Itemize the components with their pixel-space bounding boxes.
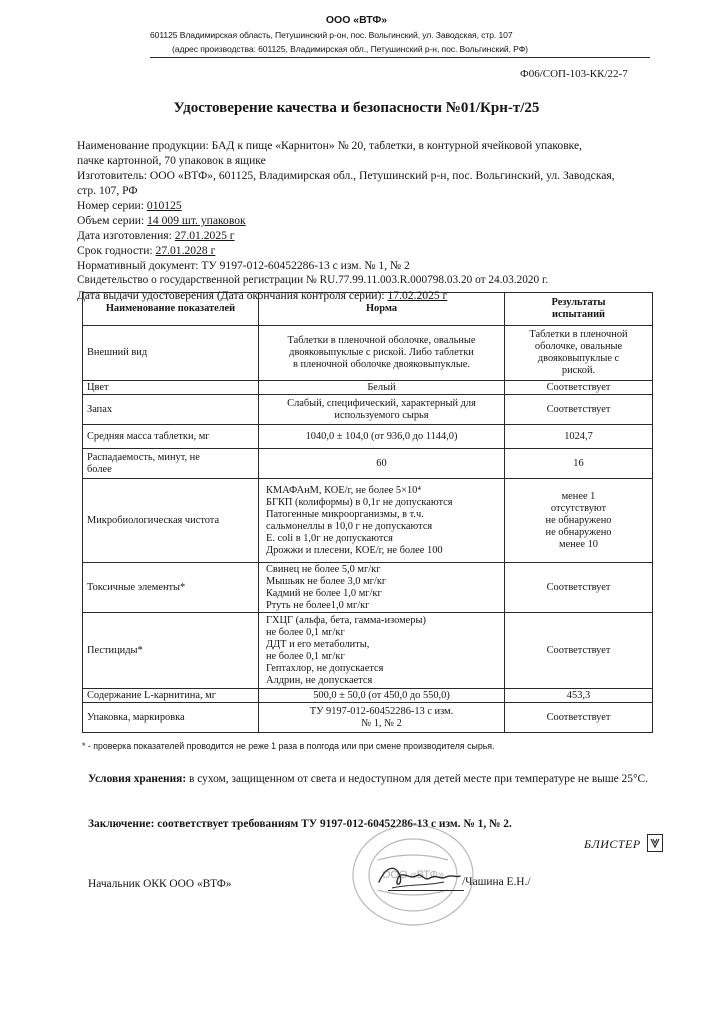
indicator-name: Упаковка, маркировка <box>83 703 259 733</box>
footnote: * - проверка показателей проводится не реже 1 раза в полгода или при смене производителя сырья. <box>82 741 495 751</box>
header-production-address: (адрес производства: 601125, Владимирская обл., Петушинский р-н, пос. Вольгинский, РФ) <box>172 44 528 54</box>
mfg-date-label: Дата изготовления: <box>77 229 175 242</box>
indicator-name: Цвет <box>83 381 259 395</box>
table-row <box>83 395 653 425</box>
volume-label: Объем серии: <box>77 214 148 227</box>
batch-value: 010125 <box>146 199 182 212</box>
indicator-name: Пестициды* <box>83 613 259 689</box>
indicator-name: Содержание L-карнитина, мг <box>83 689 259 703</box>
indicator-name: Запах <box>83 395 259 425</box>
indicator-norm: 500,0 ± 50,0 (от 450,0 до 550,0) <box>259 689 505 703</box>
table-row <box>83 689 653 703</box>
table-row <box>83 613 653 689</box>
indicator-result: 16 <box>505 449 653 479</box>
table-header-row <box>83 293 653 326</box>
table-row <box>83 449 653 479</box>
indicator-name: Распадаемость, минут, не более <box>83 449 259 479</box>
batch-number <box>77 198 182 213</box>
indicator-norm: Свинец не более 5,0 мг/кг Мышьяк не более 3,0 мг/кг Кадмий не более 1,0 мг/кг Ртуть не более1,0 мг/кг <box>259 563 505 613</box>
header-org-name: ООО «ВТФ» <box>325 14 388 26</box>
table-row <box>83 479 653 563</box>
indicator-name: Средняя масса таблетки, мг <box>83 425 259 449</box>
indicator-result: Соответствует <box>505 703 653 733</box>
signatory-position: Начальник ОКК ООО «ВТФ» <box>88 878 232 890</box>
manufacturer-line2: стр. 107, РФ <box>77 184 138 197</box>
indicator-norm: ТУ 9197-012-60452286-13 с изм. № 1, № 2 <box>259 703 505 733</box>
column-header-results: Результаты испытаний <box>505 293 653 326</box>
document-code: Ф06/СОП-103-КК/22-7 <box>520 68 628 80</box>
header-address: 601125 Владимирская область, Петушинский р-он, пос. Вольгинский, ул. Заводская, стр. 107 <box>150 30 513 40</box>
indicator-norm: 1040,0 ± 104,0 (от 936,0 до 1144,0) <box>259 425 505 449</box>
batch-label: Номер серии: <box>77 199 147 212</box>
indicator-result: 453,3 <box>505 689 653 703</box>
column-header-norm: Норма <box>259 293 505 326</box>
volume-value: 14 009 шт. упаковок <box>147 214 246 227</box>
indicator-result: менее 1 отсутствуют не обнаружено не обнаружено менее 10 <box>505 479 653 563</box>
storage-text: в сухом, защищенном от света и недоступном для детей месте при температуре не выше 25°С. <box>186 773 648 785</box>
quality-table <box>82 292 653 733</box>
table-row <box>83 381 653 395</box>
registration-certificate: Свидетельство о государственной регистрации № RU.77.99.11.003.R.000798.03.20 от 24.03.2020 г. <box>77 274 549 286</box>
table-row <box>83 703 653 733</box>
stamp-text: ООО «ВТФ» <box>381 869 445 881</box>
expiry-label: Срок годности: <box>77 244 156 257</box>
indicator-result: Таблетки в пленочной оболочке, овальные двояковыпуклые с риской. <box>505 326 653 381</box>
indicator-norm: Слабый, специфический, характерный для используемого сырья <box>259 395 505 425</box>
header-divider <box>150 57 650 58</box>
blister-logo-icon <box>647 834 663 852</box>
issue-date-label: Дата выдачи удостоверения (Дата окончания контроля серии): <box>77 289 388 302</box>
blister-mark: БЛИСТЕР <box>584 837 641 851</box>
indicator-norm: ГХЦГ (альфа, бета, гамма-изомеры) не более 0,1 мг/кг ДДТ и его метаболиты, не более 0,1 мг/кг Гептахлор, не допускается Алдрин, не допускается <box>259 613 505 689</box>
indicator-result: Соответствует <box>505 381 653 395</box>
expiry-value: 27.01.2028 г <box>155 244 216 257</box>
batch-volume <box>77 213 246 228</box>
storage-label: Условия хранения: <box>88 773 187 785</box>
indicator-norm: Таблетки в пленочной оболочке, овальные двояковыпуклые с риской. Либо таблетки в пленочной оболочке двояковыпуклые. <box>259 326 505 381</box>
table-row <box>83 563 653 613</box>
indicator-norm: Белый <box>259 381 505 395</box>
indicator-name: Микробиологическая чистота <box>83 479 259 563</box>
issue-date-value: 17.02.2025 г <box>387 289 448 302</box>
signatory-name: /Чашина Е.Н./ <box>462 876 531 888</box>
indicator-result: Соответствует <box>505 563 653 613</box>
page-title: Удостоверение качества и безопасности №01/Крн-т/25 <box>173 100 540 116</box>
table-row <box>83 425 653 449</box>
table-row <box>83 326 653 381</box>
indicator-name: Внешний вид <box>83 326 259 381</box>
product-name-line1: Наименование продукции: БАД к пище «Карнитон» № 20, таблетки, в контурной ячейковой упаковке, <box>77 139 583 152</box>
manufacture-date <box>77 228 235 243</box>
conclusion: Заключение: соответствует требованиям ТУ 9197-012-60452286-13 с изм. № 1, № 2. <box>88 818 512 830</box>
product-name-line2: пачке картонной, 70 упаковок в ящике <box>77 154 266 167</box>
signature-image <box>374 858 464 894</box>
normative-document: Нормативный документ: ТУ 9197-012-60452286-13 с изм. № 1, № 2 <box>77 259 410 272</box>
expiry-date <box>77 243 215 258</box>
indicator-norm: 60 <box>259 449 505 479</box>
column-header-indicator: Наименование показателей <box>83 293 259 326</box>
indicator-name: Токсичные элементы* <box>83 563 259 613</box>
storage-conditions <box>88 771 678 788</box>
indicator-result: 1024,7 <box>505 425 653 449</box>
indicator-norm: КМАФАнМ, КОЕ/г, не более 5×10⁴ БГКП (колиформы) в 0,1г не допускаются Патогенные микроорганизмы, в т.ч. сальмонеллы в 10,0 г не допускаются E. coli в 1,0г не допускаются Дрожжи и плесени, КОЕ/г, не более 100 <box>259 479 505 563</box>
mfg-date-value: 27.01.2025 г <box>174 229 235 242</box>
indicator-result: Соответствует <box>505 395 653 425</box>
indicator-result: Соответствует <box>505 613 653 689</box>
manufacturer-line1: Изготовитель: ООО «ВТФ», 601125, Владимирская обл., Петушинский р-н, пос. Вольгинский, ул. Заводская, <box>77 169 615 182</box>
